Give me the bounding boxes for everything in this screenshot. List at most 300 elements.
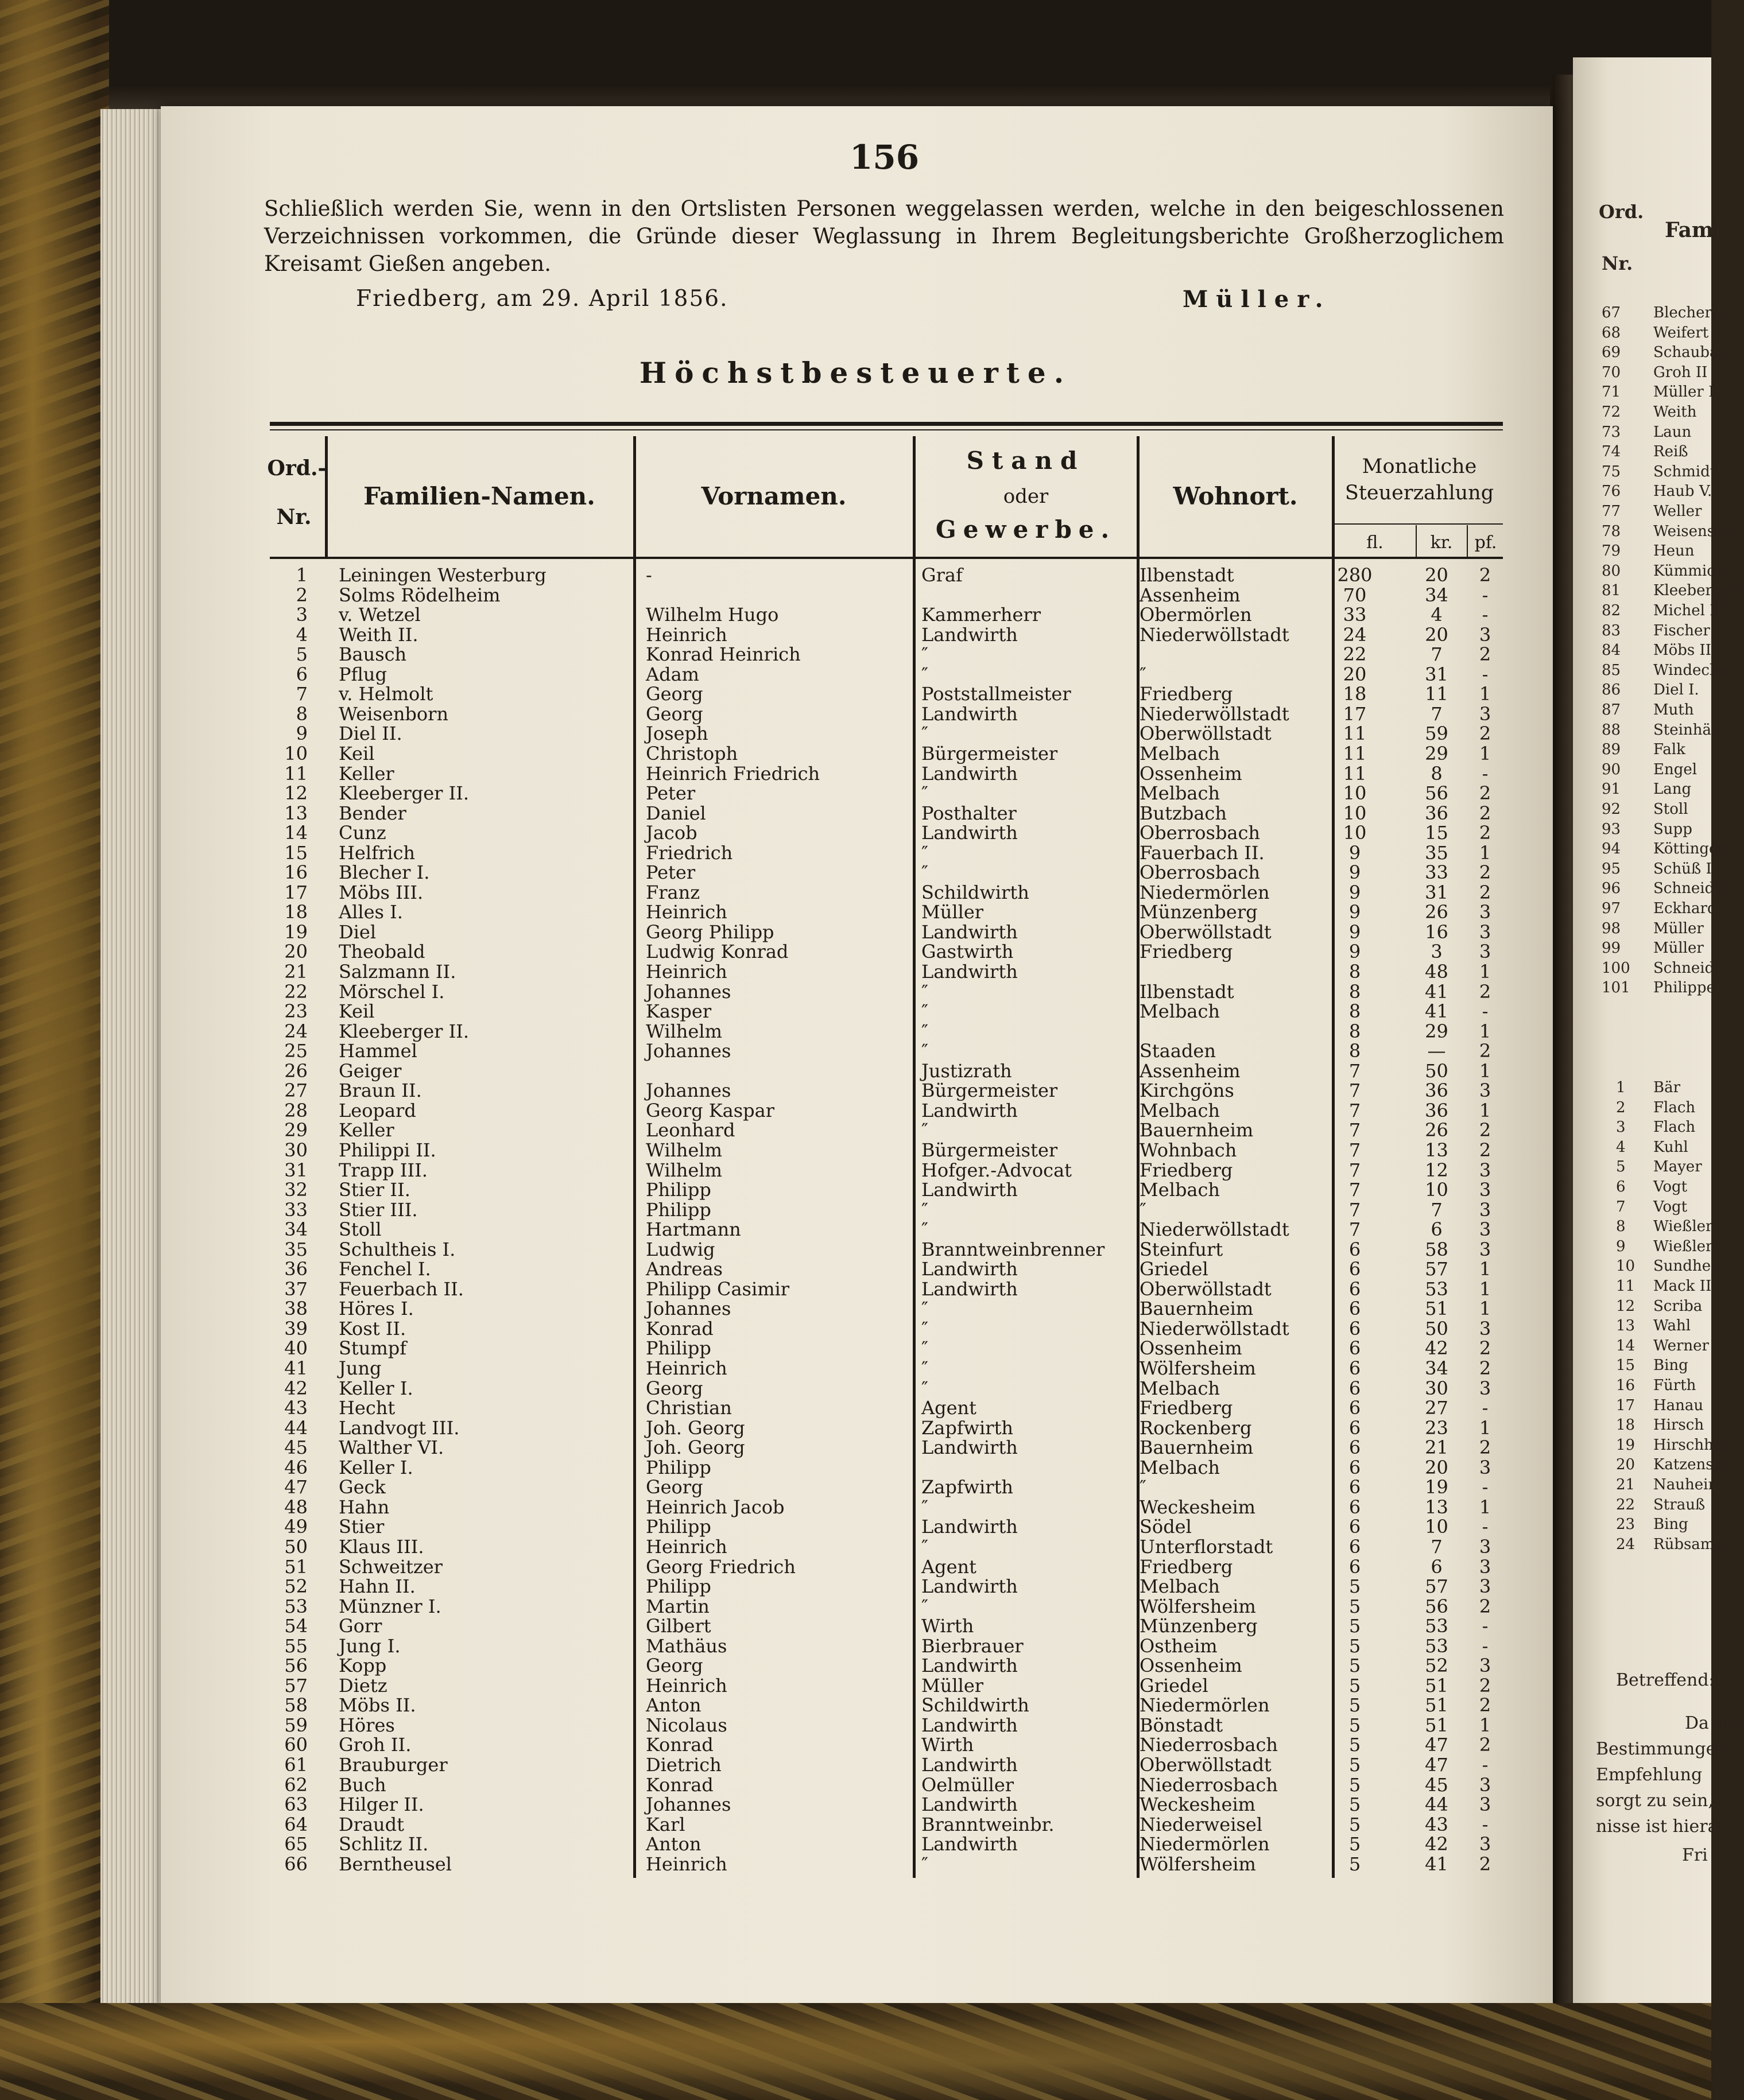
given-name: Friedrich bbox=[646, 841, 733, 864]
residence: Melbach bbox=[1140, 1575, 1220, 1598]
facing-row-nr: 2 bbox=[1616, 1098, 1626, 1116]
family-name: Hahn bbox=[339, 1496, 390, 1518]
tax-kr: 53 bbox=[1425, 1278, 1448, 1300]
facing-row-name: Lang bbox=[1653, 781, 1692, 798]
tax-pf: 3 bbox=[1479, 1317, 1491, 1340]
table-row bbox=[0, 1357, 1711, 1377]
occupation: Graf bbox=[921, 564, 963, 586]
occupation: ″ bbox=[921, 663, 928, 685]
occupation: Posthalter bbox=[921, 802, 1017, 824]
residence: Obermörlen bbox=[1140, 604, 1252, 626]
facing-row-nr: 96 bbox=[1602, 880, 1621, 898]
tax-kr: 47 bbox=[1425, 1734, 1448, 1756]
facing-row-nr: 22 bbox=[1616, 1496, 1636, 1513]
given-name: Johannes bbox=[646, 1040, 731, 1062]
tax-pf: 3 bbox=[1479, 941, 1491, 963]
given-name: Heinrich bbox=[646, 901, 727, 923]
tax-pf: 2 bbox=[1479, 1139, 1491, 1161]
given-name: Mathäus bbox=[646, 1635, 727, 1657]
facing-text-line: nisse ist hiera bbox=[1596, 1816, 1718, 1837]
tax-kr: 51 bbox=[1425, 1298, 1448, 1320]
dateline: Friedberg, am 29. April 1856. bbox=[356, 286, 728, 312]
tax-pf: 3 bbox=[1479, 1833, 1491, 1856]
table-row bbox=[0, 1496, 1711, 1516]
given-name: Heinrich bbox=[646, 1535, 727, 1558]
facing-row-nr: 18 bbox=[1616, 1416, 1636, 1434]
tax-pf: 2 bbox=[1479, 1119, 1491, 1142]
given-name: Martin bbox=[646, 1595, 710, 1617]
given-name: Andreas bbox=[646, 1258, 723, 1280]
tax-fl: 8 bbox=[1348, 961, 1361, 983]
facing-row-name: Bing bbox=[1653, 1357, 1688, 1375]
facing-row-name: Weith bbox=[1653, 403, 1697, 421]
facing-row-name: Hirschhor bbox=[1653, 1436, 1730, 1454]
facing-row-name: Blecher I. bbox=[1653, 304, 1727, 321]
occupation: Landwirth bbox=[921, 702, 1018, 725]
page-number: 156 bbox=[850, 138, 920, 177]
tax-kr: 43 bbox=[1425, 1813, 1448, 1835]
facing-row-nr: 74 bbox=[1602, 443, 1621, 461]
given-name: Dietrich bbox=[646, 1754, 722, 1776]
tax-fl: 7 bbox=[1348, 1059, 1361, 1082]
residence: Melbach bbox=[1140, 1000, 1220, 1023]
residence: Ossenheim bbox=[1140, 1337, 1242, 1360]
table-row bbox=[0, 1476, 1711, 1499]
family-name: Salzmann II. bbox=[339, 961, 456, 983]
tax-pf: 2 bbox=[1479, 782, 1491, 805]
facing-row-nr: 69 bbox=[1602, 344, 1621, 362]
tax-fl: 5 bbox=[1348, 1754, 1361, 1776]
ord-nr: 53 bbox=[284, 1595, 308, 1617]
tax-kr: 6 bbox=[1431, 1555, 1443, 1578]
occupation: Poststallmeister bbox=[921, 683, 1071, 705]
tax-kr: 34 bbox=[1425, 584, 1448, 606]
given-name: Konrad bbox=[646, 1773, 714, 1796]
ord-nr: 56 bbox=[284, 1655, 308, 1677]
occupation: Agent bbox=[921, 1555, 976, 1578]
family-name: Solms Rödelheim bbox=[339, 584, 501, 606]
table-row bbox=[0, 703, 1711, 723]
tax-fl: 6 bbox=[1348, 1437, 1361, 1459]
tax-fl: 7 bbox=[1348, 1218, 1361, 1241]
facing-row-name: Kleeberger bbox=[1653, 582, 1738, 600]
facing-row-name: Fischer bbox=[1653, 622, 1710, 639]
family-name: Möbs II. bbox=[339, 1694, 416, 1717]
given-name: Christian bbox=[646, 1397, 732, 1419]
tax-kr: 13 bbox=[1425, 1139, 1448, 1161]
occupation: Kammerherr bbox=[921, 604, 1041, 626]
ord-nr: 55 bbox=[284, 1635, 308, 1657]
table-row bbox=[0, 663, 1711, 684]
tax-pf: 1 bbox=[1479, 1020, 1491, 1042]
occupation: Landwirth bbox=[921, 961, 1018, 983]
given-name: - bbox=[646, 564, 652, 586]
tax-kr: 50 bbox=[1425, 1317, 1448, 1340]
occupation: Müller bbox=[921, 1674, 984, 1697]
tax-pf: 2 bbox=[1479, 1357, 1491, 1379]
occupation: ″ bbox=[921, 1853, 928, 1875]
facing-row-name: Müller I bbox=[1653, 383, 1715, 401]
tax-pf: 3 bbox=[1479, 1575, 1491, 1598]
table-row bbox=[0, 1437, 1711, 1457]
ord-nr: 37 bbox=[284, 1278, 308, 1300]
tax-pf: 1 bbox=[1479, 683, 1491, 705]
ord-nr: 64 bbox=[284, 1813, 308, 1835]
ord-nr: 24 bbox=[284, 1020, 308, 1042]
family-name: Draudt bbox=[339, 1813, 404, 1835]
tax-pf: - bbox=[1482, 1397, 1489, 1419]
tax-pf: 2 bbox=[1479, 802, 1491, 824]
tax-fl: 9 bbox=[1348, 921, 1361, 943]
family-name: Höres bbox=[339, 1714, 395, 1736]
occupation: Zapfwirth bbox=[921, 1416, 1014, 1439]
tax-pf: 1 bbox=[1479, 1496, 1491, 1518]
table-row bbox=[0, 584, 1711, 604]
residence: Oberwöllstadt bbox=[1140, 1754, 1272, 1776]
occupation: Bürgermeister bbox=[921, 1139, 1058, 1161]
residence: Friedberg bbox=[1140, 941, 1233, 963]
facing-row-name: Flach bbox=[1653, 1098, 1696, 1116]
tax-kr: 29 bbox=[1425, 742, 1448, 764]
occupation: Landwirth bbox=[921, 1258, 1018, 1280]
family-name: Theobald bbox=[339, 941, 425, 963]
ord-nr: 18 bbox=[284, 901, 308, 923]
facing-row-nr: 15 bbox=[1616, 1357, 1636, 1375]
tax-fl: 9 bbox=[1348, 841, 1361, 864]
family-name: Weith II. bbox=[339, 623, 418, 646]
family-name: Helfrich bbox=[339, 841, 415, 864]
facing-row-name: Katzenste bbox=[1653, 1456, 1729, 1474]
table-row bbox=[0, 882, 1711, 902]
table-row bbox=[0, 1556, 1711, 1576]
occupation: Gastwirth bbox=[921, 941, 1014, 963]
tax-fl: 5 bbox=[1348, 1595, 1361, 1617]
tax-pf: - bbox=[1482, 1516, 1489, 1538]
tax-fl: 6 bbox=[1348, 1496, 1361, 1518]
residence: Wölfersheim bbox=[1140, 1853, 1256, 1875]
given-name: Johannes bbox=[646, 1080, 731, 1102]
given-name: Karl bbox=[646, 1813, 685, 1835]
ord-nr: 13 bbox=[284, 802, 308, 824]
table-top-rule bbox=[270, 422, 1503, 426]
ord-nr: 28 bbox=[284, 1099, 308, 1121]
tax-pf: - bbox=[1482, 663, 1489, 685]
tax-kr: 15 bbox=[1425, 822, 1448, 844]
ord-nr: 5 bbox=[296, 643, 308, 666]
given-name: Heinrich Jacob bbox=[646, 1496, 785, 1518]
tax-kr: 48 bbox=[1425, 961, 1448, 983]
family-name: Landvogt III. bbox=[339, 1416, 460, 1439]
occupation: ″ bbox=[921, 643, 928, 666]
given-name: Gilbert bbox=[646, 1615, 711, 1637]
facing-row-nr: 19 bbox=[1616, 1436, 1636, 1454]
family-name: Brauburger bbox=[339, 1754, 448, 1776]
facing-row-nr: 78 bbox=[1602, 522, 1621, 540]
facing-row-nr: 90 bbox=[1602, 760, 1621, 778]
tax-pf: - bbox=[1482, 1635, 1489, 1657]
family-name: Keil bbox=[339, 742, 375, 764]
facing-row-name: Bing bbox=[1653, 1516, 1688, 1534]
tax-kr: 44 bbox=[1425, 1794, 1448, 1816]
occupation: ″ bbox=[921, 1040, 928, 1062]
facing-row-name: Vogt bbox=[1653, 1178, 1688, 1195]
tax-kr: 57 bbox=[1425, 1575, 1448, 1598]
family-name: Buch bbox=[339, 1773, 386, 1796]
residence: Niedermörlen bbox=[1140, 881, 1270, 903]
facing-row-nr: 86 bbox=[1602, 681, 1621, 699]
residence: Assenheim bbox=[1140, 1059, 1241, 1082]
facing-row-name: Schneid bbox=[1653, 959, 1715, 977]
occupation: ″ bbox=[921, 1595, 928, 1617]
given-name: Franz bbox=[646, 881, 700, 903]
given-name: Johannes bbox=[646, 1794, 731, 1816]
occupation: Landwirth bbox=[921, 1179, 1018, 1201]
facing-row-nr: 11 bbox=[1616, 1278, 1636, 1295]
given-name: Jacob bbox=[646, 822, 697, 844]
facing-row-nr: 71 bbox=[1602, 383, 1621, 401]
ord-nr: 29 bbox=[284, 1119, 308, 1142]
table-row bbox=[0, 1754, 1711, 1774]
given-name: Daniel bbox=[646, 802, 706, 824]
residence: Bönstadt bbox=[1140, 1714, 1223, 1736]
occupation: Schildwirth bbox=[921, 881, 1029, 903]
facing-row-name: Diel I. bbox=[1653, 681, 1699, 699]
table-row bbox=[0, 1635, 1711, 1655]
tax-fl: 5 bbox=[1348, 1694, 1361, 1717]
tax-kr: 29 bbox=[1425, 1020, 1448, 1042]
tax-kr: 36 bbox=[1425, 1099, 1448, 1121]
tax-kr: 45 bbox=[1425, 1773, 1448, 1796]
ord-nr: 20 bbox=[284, 941, 308, 963]
tax-kr: 11 bbox=[1425, 683, 1448, 705]
ord-nr: 43 bbox=[284, 1397, 308, 1419]
tax-kr: 31 bbox=[1425, 663, 1448, 685]
tax-kr: 41 bbox=[1425, 1000, 1448, 1023]
residence: Steinfurt bbox=[1140, 1238, 1223, 1260]
facing-row-nr: 17 bbox=[1616, 1396, 1636, 1414]
occupation: ″ bbox=[921, 980, 928, 1003]
tax-kr: 4 bbox=[1431, 604, 1443, 626]
family-name: Feuerbach II. bbox=[339, 1278, 464, 1300]
residence: Bauernheim bbox=[1140, 1119, 1254, 1142]
tax-fl: 11 bbox=[1343, 723, 1367, 745]
table-row bbox=[0, 1119, 1711, 1142]
facing-row-name: Werner bbox=[1653, 1337, 1709, 1354]
given-name: Georg bbox=[646, 1476, 703, 1499]
facing-row-nr: 24 bbox=[1616, 1535, 1636, 1553]
tax-pf: 2 bbox=[1479, 822, 1491, 844]
tax-fl: 5 bbox=[1348, 1833, 1361, 1856]
tax-fl: 6 bbox=[1348, 1278, 1361, 1300]
table-row bbox=[0, 760, 1711, 785]
tax-pf: - bbox=[1482, 1813, 1489, 1835]
residence: Friedberg bbox=[1140, 1159, 1233, 1181]
family-name: Walther VI. bbox=[339, 1437, 444, 1459]
tax-pf: 2 bbox=[1479, 723, 1491, 745]
table-row bbox=[0, 961, 1711, 981]
ord-nr: 6 bbox=[296, 663, 308, 685]
tax-pf: 1 bbox=[1479, 1099, 1491, 1121]
given-name: Hartmann bbox=[646, 1218, 741, 1241]
ord-nr: 57 bbox=[284, 1674, 308, 1697]
tax-pf: 3 bbox=[1479, 1159, 1491, 1181]
ord-nr: 32 bbox=[284, 1179, 308, 1201]
residence: Ossenheim bbox=[1140, 1655, 1242, 1677]
tax-fl: 5 bbox=[1348, 1714, 1361, 1736]
family-name: Stier bbox=[339, 1516, 385, 1538]
table-row bbox=[0, 1159, 1711, 1179]
family-name: Jung bbox=[339, 1357, 382, 1379]
given-name: Heinrich bbox=[646, 1674, 727, 1697]
table-row bbox=[0, 683, 1711, 703]
table-row bbox=[0, 981, 1711, 1001]
residence: Rockenberg bbox=[1140, 1416, 1252, 1439]
family-name: Keller I. bbox=[339, 1456, 413, 1478]
ord-nr: 54 bbox=[284, 1615, 308, 1637]
table-row bbox=[0, 1457, 1711, 1477]
tax-pf: 3 bbox=[1479, 1535, 1491, 1558]
tax-fl: 5 bbox=[1348, 1635, 1361, 1657]
residence: Butzbach bbox=[1140, 802, 1227, 824]
given-name: Konrad bbox=[646, 1317, 714, 1340]
residence: Niederwöllstadt bbox=[1140, 1317, 1289, 1340]
table-top-rule-thin bbox=[270, 429, 1503, 430]
tax-pf: 2 bbox=[1479, 1337, 1491, 1360]
occupation: ″ bbox=[921, 1337, 928, 1360]
facing-row-nr: 76 bbox=[1602, 483, 1621, 500]
facing-row-name: Kuhl bbox=[1653, 1138, 1688, 1156]
residence: Friedberg bbox=[1140, 683, 1233, 705]
tax-kr: 13 bbox=[1425, 1496, 1448, 1518]
occupation: Hofger.-Advocat bbox=[921, 1159, 1072, 1181]
tax-kr: 10 bbox=[1425, 1516, 1448, 1538]
given-name: Georg Philipp bbox=[646, 921, 774, 943]
residence: Assenheim bbox=[1140, 584, 1241, 606]
family-name: Bender bbox=[339, 802, 406, 824]
tax-pf: 3 bbox=[1479, 1456, 1491, 1478]
given-name: Adam bbox=[646, 663, 700, 685]
header-place: Wohnort. bbox=[1173, 482, 1298, 510]
ord-nr: 49 bbox=[284, 1516, 308, 1538]
tax-kr: 59 bbox=[1425, 723, 1448, 745]
family-name: Fenchel I. bbox=[339, 1258, 431, 1280]
tax-fl: 5 bbox=[1348, 1655, 1361, 1677]
tax-pf: 3 bbox=[1479, 1655, 1491, 1677]
facing-row-name: Engel bbox=[1653, 760, 1698, 778]
ord-nr: 44 bbox=[284, 1416, 308, 1439]
residence: Bauernheim bbox=[1140, 1437, 1254, 1459]
tax-fl: 9 bbox=[1348, 881, 1361, 903]
facing-row-nr: 83 bbox=[1602, 622, 1621, 639]
intro-paragraph: Schließlich werden Sie, wenn in den Ortslisten Personen weggelassen werden, welche in den beigeschlossenen Verzeichnissen vorkommen, die Gründe dieser Weglassung in Ihrem Begleitungsberichte Großherzoglichem Kreisamt Gießen angeben. bbox=[264, 196, 1504, 276]
tax-fl: 24 bbox=[1343, 623, 1367, 646]
family-name: Hilger II. bbox=[339, 1794, 424, 1816]
facing-row-name: Stoll bbox=[1653, 801, 1688, 818]
facing-row-nr: 70 bbox=[1602, 363, 1621, 381]
occupation: ″ bbox=[921, 1535, 928, 1558]
family-name: v. Helmolt bbox=[339, 683, 433, 705]
ord-nr: 63 bbox=[284, 1794, 308, 1816]
header-fl: fl. bbox=[1366, 533, 1383, 553]
header-stand-bottom: Gewerbe. bbox=[935, 515, 1117, 544]
tax-fl: 6 bbox=[1348, 1476, 1361, 1499]
tax-fl: 11 bbox=[1343, 742, 1367, 764]
table-row bbox=[0, 624, 1711, 644]
family-name: Keller I. bbox=[339, 1377, 413, 1399]
table-row bbox=[0, 1774, 1711, 1794]
table-row bbox=[0, 861, 1711, 882]
tax-kr: 47 bbox=[1425, 1754, 1448, 1776]
occupation: Landwirth bbox=[921, 1516, 1018, 1538]
family-name: Keil bbox=[339, 1000, 375, 1023]
family-name: v. Wetzel bbox=[339, 604, 421, 626]
tax-pf: - bbox=[1482, 1476, 1489, 1499]
tax-pf: 3 bbox=[1479, 1179, 1491, 1201]
occupation: Landwirth bbox=[921, 1655, 1018, 1677]
facing-row-name: Strauß bbox=[1653, 1496, 1706, 1513]
ord-nr: 26 bbox=[284, 1059, 308, 1082]
tax-fl: 10 bbox=[1343, 802, 1367, 824]
tax-pf: 1 bbox=[1479, 841, 1491, 864]
facing-row-name: Reiß bbox=[1653, 443, 1688, 461]
tax-kr: 12 bbox=[1425, 1159, 1448, 1181]
family-name: Dietz bbox=[339, 1674, 387, 1697]
table-row bbox=[0, 822, 1711, 842]
family-name: Schultheis I. bbox=[339, 1238, 456, 1260]
family-name: Hammel bbox=[339, 1040, 417, 1062]
tax-pf: 2 bbox=[1479, 881, 1491, 903]
ord-nr: 22 bbox=[284, 980, 308, 1003]
residence: Friedberg bbox=[1140, 1555, 1233, 1578]
given-name: Georg Friedrich bbox=[646, 1555, 796, 1578]
header-given: Vornamen. bbox=[701, 482, 847, 510]
facing-row-nr: 88 bbox=[1602, 721, 1621, 739]
residence: Niederrosbach bbox=[1140, 1773, 1278, 1796]
residence: Oberrosbach bbox=[1140, 822, 1261, 844]
ord-nr: 59 bbox=[284, 1714, 308, 1736]
tax-kr: 42 bbox=[1425, 1337, 1448, 1360]
signature: Müller. bbox=[1183, 286, 1331, 313]
tax-pf: 3 bbox=[1479, 1377, 1491, 1399]
family-name: Klaus III. bbox=[339, 1535, 424, 1558]
facing-text-line: Empfehlung bbox=[1596, 1765, 1703, 1785]
given-name: Philipp Casimir bbox=[646, 1278, 790, 1300]
tax-kr: 51 bbox=[1425, 1674, 1448, 1697]
ord-nr: 41 bbox=[284, 1357, 308, 1379]
facing-row-nr: 7 bbox=[1616, 1198, 1626, 1216]
ord-nr: 12 bbox=[284, 782, 308, 805]
residence: Ossenheim bbox=[1140, 762, 1242, 785]
tax-fl: 5 bbox=[1348, 1674, 1361, 1697]
given-name: Heinrich Friedrich bbox=[646, 762, 820, 785]
tax-pf: 2 bbox=[1479, 861, 1491, 884]
table-row bbox=[0, 1218, 1711, 1239]
residence: Södel bbox=[1140, 1516, 1192, 1538]
table-row bbox=[0, 1694, 1711, 1717]
tax-pf: 3 bbox=[1479, 921, 1491, 943]
ord-nr: 33 bbox=[284, 1198, 308, 1221]
residence: Bauernheim bbox=[1140, 1298, 1254, 1320]
facing-row-nr: 9 bbox=[1616, 1237, 1626, 1255]
tax-fl: 20 bbox=[1343, 663, 1367, 685]
table-row bbox=[0, 1397, 1711, 1417]
tax-kr: 41 bbox=[1425, 1853, 1448, 1875]
ord-nr: 1 bbox=[296, 564, 308, 586]
family-name: Kleeberger II. bbox=[339, 1020, 470, 1042]
tax-kr: 7 bbox=[1431, 1198, 1443, 1221]
table-row bbox=[0, 564, 1711, 584]
facing-row-name: Rübsame bbox=[1653, 1535, 1723, 1553]
